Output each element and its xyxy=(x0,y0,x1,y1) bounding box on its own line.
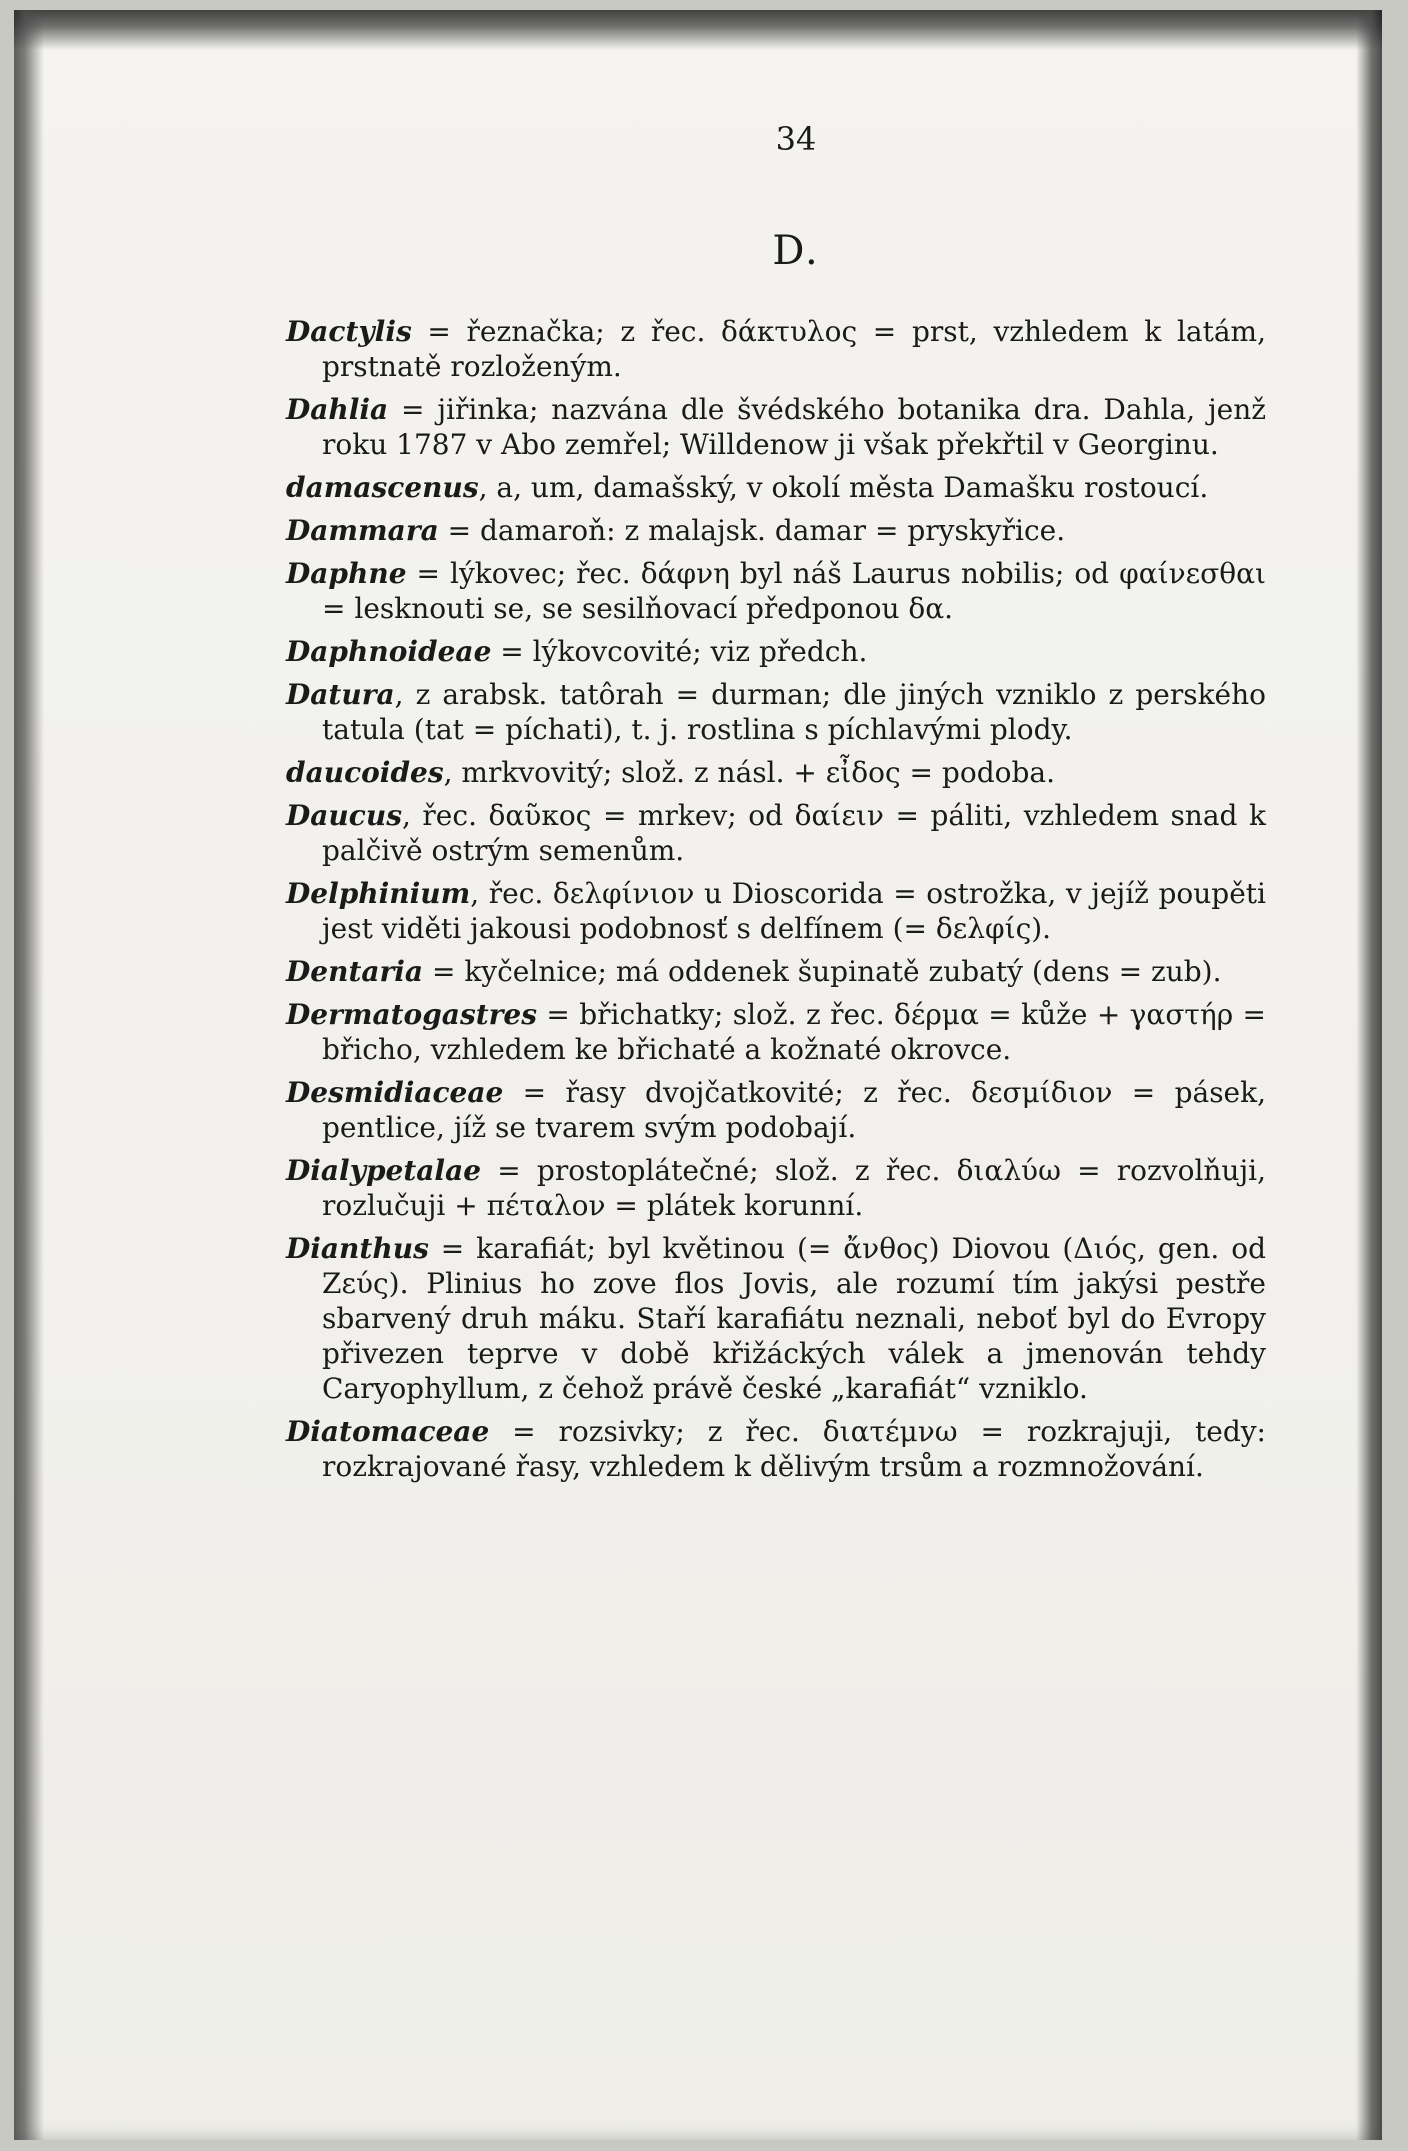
entry-text: = řasy dvojčatkovité; z řec. δεσμίδιον = pásek, pentlice, jíž se tvarem svým podobají. xyxy=(322,1076,1266,1144)
entry-text: = rozsivky; z řec. διατέμνω = rozkrajuji, tedy: rozkrajované řasy, vzhledem k dělivým trsům a rozmnožování. xyxy=(322,1415,1266,1483)
dictionary-entry xyxy=(286,556,1266,626)
entry-term: Dammara xyxy=(286,514,439,547)
dictionary-entry xyxy=(286,1231,1266,1406)
dictionary-entry xyxy=(286,755,1266,790)
entry-text: , z arabsk. tatôrah = durman; dle jiných vzniklo z perského tatula (tat = píchati), t. j. rostlina s píchlavými plody. xyxy=(322,678,1266,746)
entry-text: , řec. δαῦκος = mrkev; od δαίειν = páliti, vzhledem snad k palčivě ostrým semenům. xyxy=(322,799,1266,867)
page-content xyxy=(286,120,1266,1492)
entry-text: = prostoplátečné; slož. z řec. διαλύω = rozvolňuji, rozlučuji + πέταλον = plátek korunní. xyxy=(322,1154,1266,1222)
entry-term: Daphnoideae xyxy=(286,635,492,668)
entry-term: Dermatogastres xyxy=(286,998,537,1031)
entry-text: , a, um, damašský, v okolí města Damašku rostoucí. xyxy=(478,471,1209,504)
entry-text: = lýkovec; řec. δάφνη byl náš Laurus nobilis; od φαίνεσθαι = lesknouti se, se sesilňovací předponou δα. xyxy=(322,557,1266,625)
entry-term: Dahlia xyxy=(286,393,389,426)
entry-term: damascenus xyxy=(286,471,479,504)
dictionary-entry xyxy=(286,1414,1266,1484)
entry-term: Dianthus xyxy=(286,1232,429,1265)
dictionary-entry xyxy=(286,392,1266,462)
entry-term: Datura xyxy=(286,678,395,711)
entry-term: Daucus xyxy=(286,799,402,832)
entry-term: Diatomaceae xyxy=(286,1415,490,1448)
dictionary-entry xyxy=(286,1153,1266,1223)
entry-text: = damaroň: z malajsk. damar = pryskyřice. xyxy=(438,514,1066,547)
dictionary-entry xyxy=(286,470,1266,505)
section-heading: D. xyxy=(772,228,820,274)
entry-text: , řec. δελφίνιον u Dioscorida = ostrožka, v jejíž poupěti jest viděti jakousi podobnosť s delfínem (= δελφίς). xyxy=(322,877,1266,945)
dictionary-entry xyxy=(286,997,1266,1067)
dictionary-entry xyxy=(286,513,1266,548)
entry-term: Desmidiaceae xyxy=(286,1076,504,1109)
page-number: 34 xyxy=(775,120,817,158)
entry-term: Dactylis xyxy=(286,315,412,348)
scan-edge-top xyxy=(14,10,1382,50)
dictionary-entry xyxy=(286,798,1266,868)
dictionary-entry xyxy=(286,1075,1266,1145)
entry-term: Dialypetalae xyxy=(286,1154,482,1187)
entry-term: daucoides xyxy=(286,756,444,789)
entry-text: , mrkvovitý; slož. z násl. + εἶδος = podoba. xyxy=(443,756,1055,789)
entry-term: Dentaria xyxy=(286,955,424,988)
scan-edge-left xyxy=(14,10,44,2140)
dictionary-entry xyxy=(286,876,1266,946)
entry-text: = kyčelnice; má oddenek šupinatě zubatý (dens = zub). xyxy=(423,955,1222,988)
entry-text: = břichatky; slož. z řec. δέρμα = kůže + γαστήρ = břicho, vzhledem ke břichaté a kožnaté okrovce. xyxy=(322,998,1266,1066)
dictionary-entry xyxy=(286,314,1266,384)
entry-text: = řeznačka; z řec. δάκτυλος = prst, vzhledem k latám, prstnatě rozloženým. xyxy=(322,315,1266,383)
scan-edge-right xyxy=(1356,10,1382,2140)
dictionary-entry xyxy=(286,634,1266,669)
entry-text: = jiřinka; nazvána dle švédského botanika dra. Dahla, jenž roku 1787 v Abo zemřel; Willdenow ji však překřtil v Georginu. xyxy=(322,393,1266,461)
entry-text: = lýkovcovité; viz předch. xyxy=(491,635,868,668)
entry-text: = karafiát; byl květinou (= ἄνθος) Diovou (Διός, gen. od Ζεύς). Plinius ho zove flos Jovis, ale rozumí tím jakýsi pestře sbarvený druh máku. Staří karafiátu neznali, neboť byl do Evropy přivezen teprve v době křižáckých válek a jmenován tehdy Caryophyllum, z čehož právě české „karafiát“ vzniklo. xyxy=(322,1232,1266,1405)
dictionary-entry xyxy=(286,954,1266,989)
dictionary-entry xyxy=(286,677,1266,747)
entry-term: Delphinium xyxy=(286,877,471,910)
entry-term: Daphne xyxy=(286,557,407,590)
